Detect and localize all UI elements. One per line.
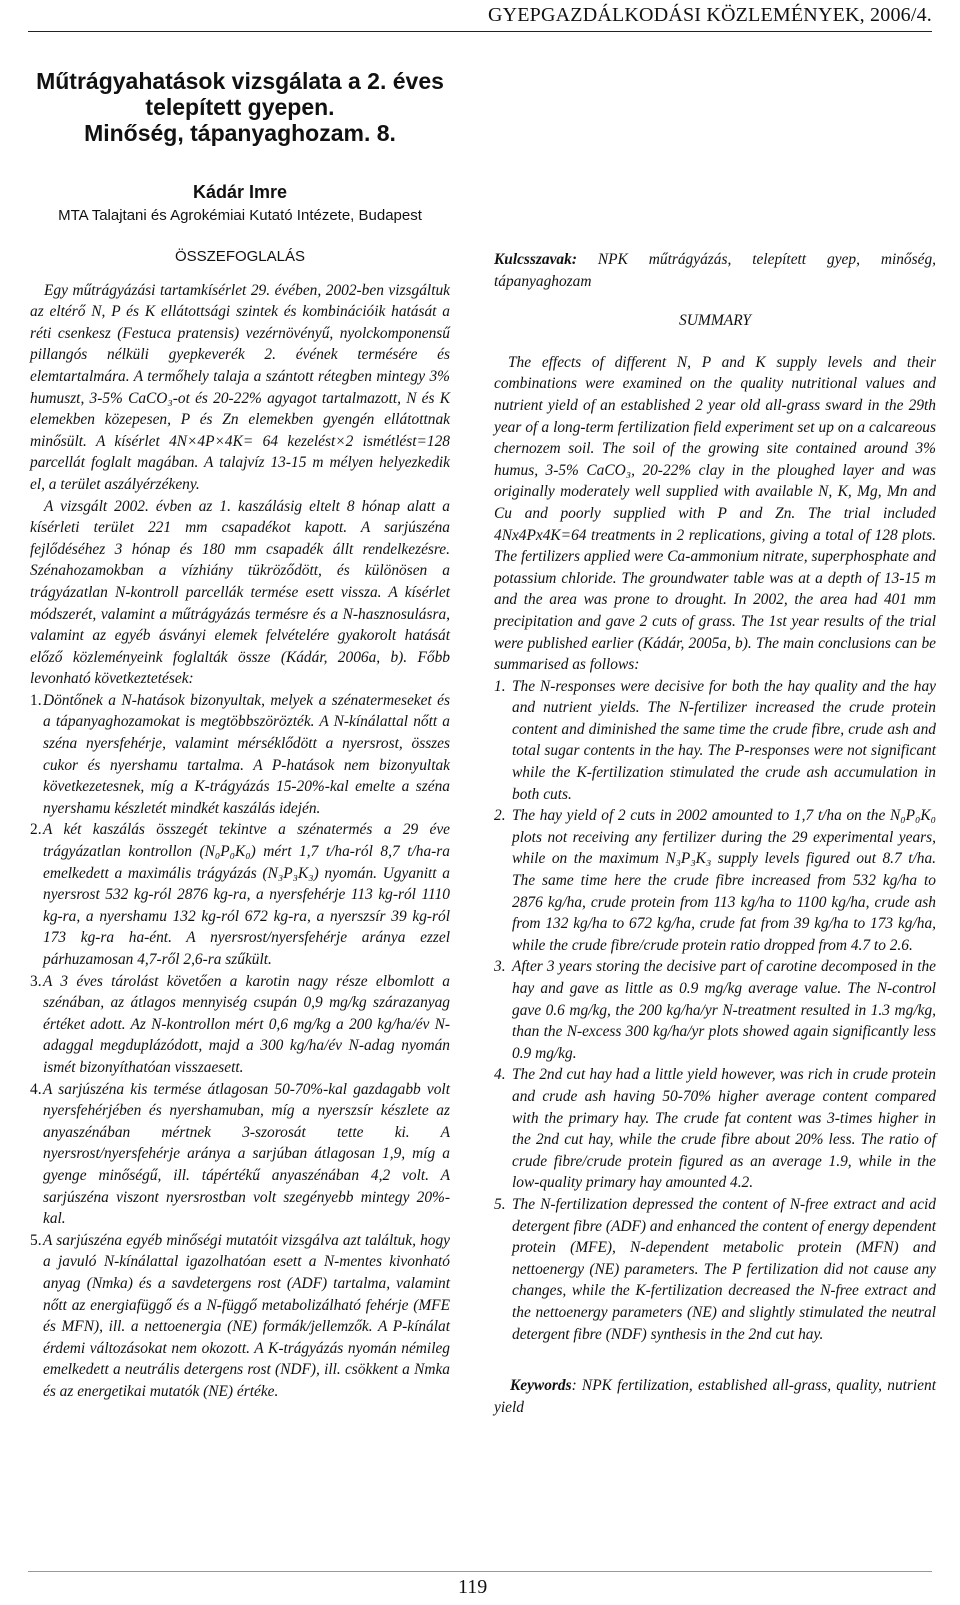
- list-item-number: 2.: [494, 807, 506, 825]
- list-item-number: 1.: [494, 677, 506, 695]
- keywords-hu-text: NPK műtrágyázás, telepített gyep, minőség, tápanyaghozam: [494, 251, 936, 290]
- author-name: Kádár Imre: [192, 182, 288, 202]
- list-item-number: 4.: [30, 1080, 42, 1098]
- list-item-text: Döntőnek a N-hatások bizonyultak, melyek a szénatermeseket és a tápanyaghozamokat is megtöbbszörözték. A N-kínálattal nőtt a széna nyersfehérje, valamint mérséklődött a nyersrost, összes cukor és nyershamu tartalma. A P-hatások nem bizonyultak következetesnek, míg a K-trágyázás 15-20%-kal emelte a széna nyershamu készletét mindkét kaszálás idején.: [43, 691, 450, 817]
- list-item: [30, 1079, 450, 1230]
- title-block: [30, 68, 450, 224]
- list-item: [494, 1064, 936, 1194]
- page-number: 119: [458, 1576, 488, 1598]
- author-affiliation: MTA Talajtani és Agrokémiai Kutató Intézete, Budapest: [58, 207, 422, 224]
- title-line: telepített gyepen.: [145, 94, 335, 120]
- list-item: [494, 1194, 936, 1345]
- list-item: [494, 956, 936, 1064]
- list-item-number: 3.: [30, 972, 42, 990]
- list-item-text: A 3 éves tárolást követően a karotin nagy része elbomlott a szénában, az átlagos mennyiség csupán 0,9 mg/kg szárazanyag értéket adott. Az N-kontrollon mért 0,6 mg/kg a 200 kg/ha/év N-adaggal megduplázódott, majd a 300 kg/ha/év N-adag nyomán ismét bizonyíthatóan visszaesett.: [43, 972, 450, 1076]
- list-item-number: 2.: [30, 821, 42, 839]
- list-item-text: The hay yield of 2 cuts in 2002 amounted to 1,7 t/ha on the N₀P₀K₀ plots not receiving any fertilizer during the 29 experimental years, while on the maximum N₃P₃K₃ supply levels figured out 8.7 t/ha. The same time here the crude fibre increased from 532 kg/ha to 2876 kg/ha, crude protein from 113 kg/ha to 1100 kg/ha, crude ash from 132 kg/ha to 672 kg/ha, crude fat from 39 kg/ha to 173 kg/ha, while the crude fibre/crude protein ratio dropped from 4.7 to 2.6.: [512, 807, 936, 954]
- list-item-text: A sarjúszéna kis termése átlagosan 50-70%-kal gazdagabb volt nyersfehérjében és nyershamuban, míg a nyerszsír készlete az anyaszénában mértnek 3-szorosát tette ki. A nyersrost/nyersfehérje aránya a sarjúban átlagosan 1,9, míg a gyenge minőségű, ill. tápértékű anyaszénában 4,2 volt. A sarjúszéna viszont nyersrostban volt szegényebb mintegy 20%-kal.: [43, 1080, 450, 1228]
- summary-en-list: [494, 676, 936, 1345]
- list-item-text: A két kaszálás összegét tekintve a szénatermés a 29 éve trágyázatlan kontrollon (N₀P₀K₀) mért 1,7 t/ha-ról 8,7 t/ha-ra emelkedett a maximális trágyázás (N₃P₃K₃) nyomán. Ugyanitt a nyersrost 532 kg-ról 2876 kg-ra, a nyersfehérje 113 kg-ról 1110 kg-ra, a nyershamu 132 kg-ról 672 kg-ra, a nyerszsír 39 kg-ról 173 kg-ra ha-ént. A nyersrost/nyersfehérje aránya ezzel párhuzamosan 4,7-ről 2,6-ra szűkült.: [43, 821, 450, 968]
- list-item-text: The N-fertilization depressed the content of N-free extract and acid detergent fibre (ADF) and enhanced the content of energy dependent protein (MFE), N-dependent metabolic protein (MFN) and nettoenergy (NE) parameters. The P fertilization did not cause any changes, while the K-fertilization decreased the N-free extract and the nettoenergy parameters (NE) and slightly stimulated the neutral detergent fibre (NDF) synthesis in the 2nd cut hay.: [512, 1195, 936, 1343]
- list-item: [494, 805, 936, 956]
- summary-en-heading: SUMMARY: [678, 312, 752, 330]
- list-item-number: 3.: [494, 958, 506, 976]
- keywords-en: [494, 1375, 936, 1418]
- footer-rule: [28, 1571, 932, 1572]
- summary-hu-list: [30, 690, 450, 1403]
- header-rule: [28, 31, 932, 32]
- list-item-text: The N-responses were decisive for both the hay quality and the hay and nutrient yields. The N-fertilizer increased the crude protein content and diminished the same time the crude fibre, crude ash and total sugar contents in the hay. The P-responses were not significant while the K-fertilization stimulated the crude ash accumulation in both cuts.: [512, 677, 936, 803]
- list-item-text: The 2nd cut hay had a little yield however, was rich in crude protein and crude ash having 50-70% higher average content compared with the primary hay. The crude fat content was 3-times higher in the 2nd cut hay, while the crude fibre about 20% less. The ratio of crude fibre/crude protein figured as an average 1.9, while in the low-quality primary hay amounted 4.2.: [512, 1066, 936, 1192]
- list-item-text: A sarjúszéna egyéb minőségi mutatóit vizsgálva azt találtuk, hogy a javuló N-kínálattal igazolhatóan esett a N-mentes kivonható anyag (Nmka) és a savdetergens rost (ADF) tartalma, valamint nőtt az energiafüggő és a N-függő metabolizálható fehérje (MFE és MFN), ill. a nettoenergia (NE) formák/jellemzők. A P-kínálat érdemi változásokat nem okozott. A K-trágyázás nyomán némileg emelkedett a neutrális detergens rost (NDF), ill. csökkent a Nmka és az energetikai mutatók (NE) értéke.: [43, 1231, 450, 1400]
- title-line: Műtrágyahatások vizsgálata a 2. éves: [36, 68, 444, 94]
- list-item-number: 5.: [494, 1195, 506, 1213]
- summary-hu-intro: Egy műtrágyázási tartamkísérlet 29. évében, 2002-ben vizsgáltuk az eltérő N, P és K ellátottsági szintek és kombinációik hatását a réti csenkesz (Festuca pratensis) vezérnövényű, nyolckomponensű pillangós nélküli gyepkeverék 2. évének termésére és elemtartalmára. A termőhely talaja a szántott rétegben mintegy 3% humuszt, 3-5% CaCO₃-ot és 20-22% agyagot tartalmazott, N és K elemekben közepesen, P és Zn elemekben gyengén ellátottnak minősült. A kísérlet 4N×4P×4K= 64 kezelést×2 ismétlést=128 parcellát foglalt magában. A talajvíz 13-15 m mélyen helyezkedik el, a terület aszályérzékeny.: [30, 281, 450, 493]
- list-item-text: After 3 years storing the decisive part of carotine decomposed in the hay and gave as little as 0.9 mg/kg average value. The N-control gave 0.6 mg/kg, the 200 kg/ha/yr N-treatment resulted in 1.3 mg/kg, than the N-excess 300 kg/ha/yr plots showed again significantly less 0.9 mg/kg.: [512, 958, 936, 1062]
- list-item: [30, 819, 450, 970]
- list-item: [30, 1230, 450, 1403]
- list-item-number: 4.: [494, 1066, 506, 1084]
- summary-en-intro: The effects of different N, P and K supply levels and their combinations were examined on the quality nutritional values and nutrient yield of an established 2 year old all-grass sward in the 29th year of a long-term fertilization field experiment set up on a calcareous chernozem soil. The soil of the growing site contained around 3% humus, 3-5% CaCO₃, 20-22% clay in the ploughed layer and was originally moderately well supplied with available N, K, Mg, Mn and Cu and poorly supplied with P and Zn. The trial included 4Nx4Px4K=64 treatments in 2 replications, giving a total of 128 plots. The fertilizers applied were Ca-ammonium nitrate, superphosphate and potassium chloride. The groundwater table was at a depth of 13-15 m and the area was prone to drought. In 2002, the area had 401 mm precipitation and gave 2 cuts of grass. The 1st year results of the trial were published earlier (Kádár, 2005a, b). The main conclusions can be summarised as follows:: [494, 353, 936, 674]
- keywords-en-label: Keywords: [510, 1377, 572, 1395]
- keywords-hu-label: Kulcsszavak:: [494, 251, 577, 268]
- english-summary-column: [494, 249, 936, 1418]
- summary-hu-paragraph: A vizsgált 2002. évben az 1. kaszálásig eltelt 8 hónap alatt a kísérleti terület 221 mm csapadékot kapott. A sarjúszéna fejlődéséhez 3 hónap és 180 mm csapadék állt rendelkezésre. Szénahozamokban a vízhiány tükröződött, és különösen a trágyázatlan N-kontroll parcellák termése esett vissza. A kísérlet módszerét, valamint a műtrágyázás termésre és a N-hasznosulásra, valamint az egyéb ásványi elemek felvételére gyakorolt hatását előző közleményeink foglalták össze (Kádár, 2006a, b). Főbb levonható következtetések:: [30, 497, 450, 688]
- running-header: GYEPGAZDÁLKODÁSI KÖZLEMÉNYEK, 2006/4.: [487, 4, 932, 26]
- list-item-number: 1.: [30, 691, 42, 709]
- title-line: Minőség, tápanyaghozam. 8.: [84, 120, 396, 146]
- hungarian-summary-column: [30, 246, 450, 1402]
- list-item: [30, 971, 450, 1079]
- list-item-number: 5.: [30, 1231, 42, 1249]
- article-title: [30, 68, 450, 146]
- list-item: [494, 676, 936, 806]
- list-item: [30, 690, 450, 820]
- keywords-hu: [494, 249, 936, 292]
- keywords-en-text: : NPK fertilization, established all-grass, quality, nutrient yield: [494, 1377, 936, 1416]
- summary-hu-heading: ÖSSZEFOGLALÁS: [174, 248, 306, 265]
